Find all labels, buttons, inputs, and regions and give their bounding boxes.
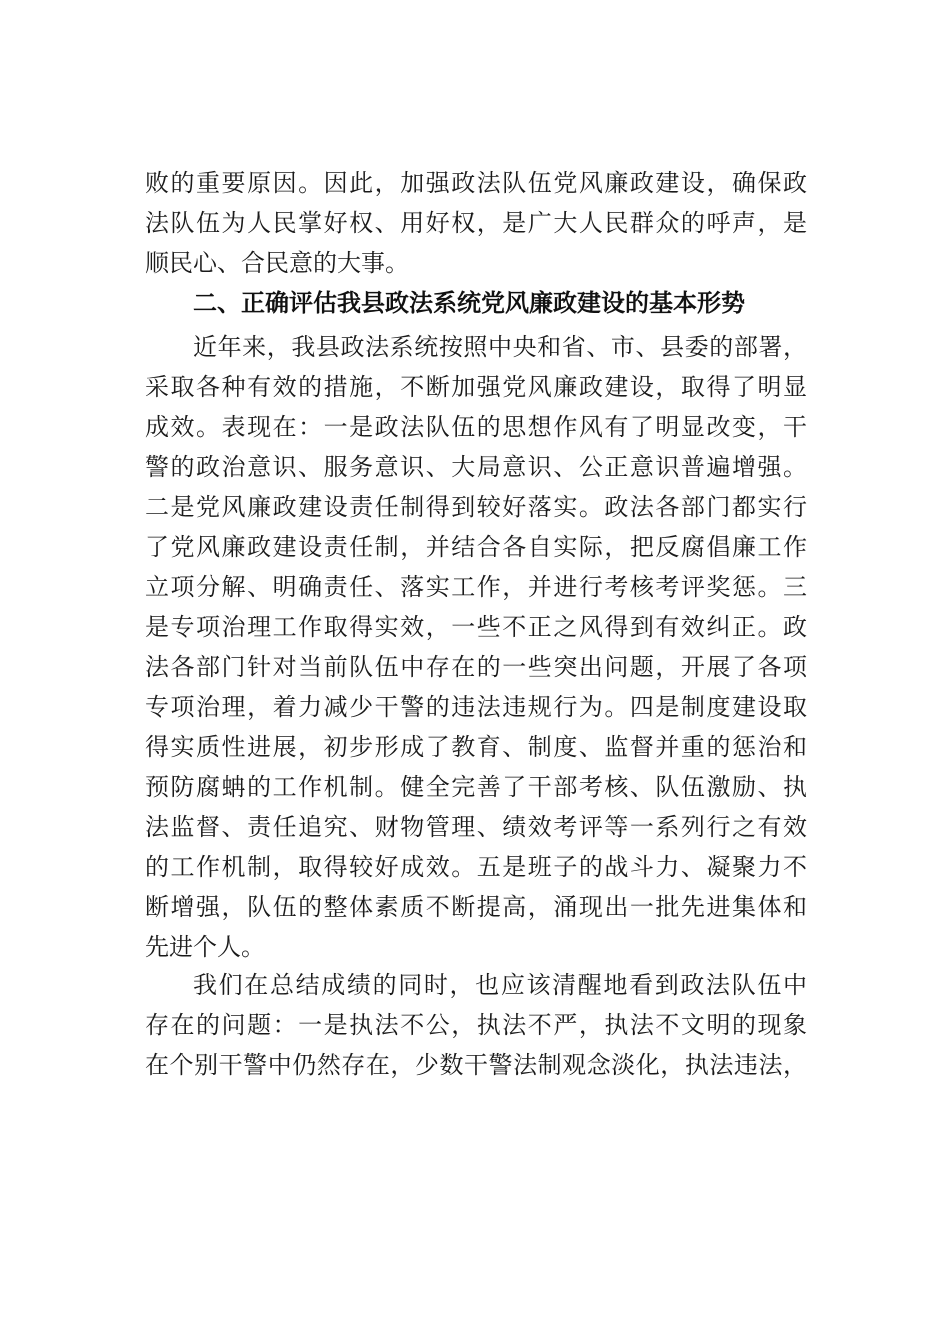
text-line: 了党风廉政建设责任制，并结合各自实际，把反腐倡廉工作 bbox=[145, 533, 807, 561]
text-line: 顺民心、合民意的大事。 bbox=[145, 249, 409, 277]
text-line: 先进个人。 bbox=[145, 933, 265, 961]
text-line: 成效。表现在：一是政法队伍的思想作风有了明显改变，干 bbox=[145, 413, 807, 441]
text-line: 警的政治意识、服务意识、大局意识、公正意识普遍增强。 bbox=[145, 453, 807, 481]
text-line: 得实质性进展，初步形成了教育、制度、监督并重的惩治和 bbox=[145, 733, 807, 761]
text-line: 我们在总结成绩的同时，也应该清醒地看到政法队伍中 bbox=[193, 971, 807, 999]
text-line: 预防腐蚺的工作机制。健全完善了干部考核、队伍激励、执 bbox=[145, 773, 807, 801]
text-line: 存在的问题：一是执法不公，执法不严，执法不文明的现象 bbox=[145, 1011, 807, 1039]
text-line: 败的重要原因。因此，加强政法队伍党风廉政建设，确保政 bbox=[145, 169, 807, 197]
text-line: 采取各种有效的措施，不断加强党风廉政建设，取得了明显 bbox=[145, 373, 807, 401]
text-line: 专项治理，着力减少干警的违法违规行为。四是制度建设取 bbox=[145, 693, 807, 721]
text-line: 法监督、责任追究、财物管理、绩效考评等一系列行之有效 bbox=[145, 813, 807, 841]
text-line: 是专项治理工作取得实效，一些不正之风得到有效纠正。政 bbox=[145, 613, 807, 641]
text-line: 法各部门针对当前队伍中存在的一些突出问题，开展了各项 bbox=[145, 653, 807, 681]
text-line: 的工作机制，取得较好成效。五是班子的战斗力、凝聚力不 bbox=[145, 853, 807, 881]
text-line: 法队伍为人民掌好权、用好权，是广大人民群众的呼声，是 bbox=[145, 209, 807, 237]
section-heading: 二、正确评估我县政法系统党风廉政建设的基本形势 bbox=[193, 289, 745, 317]
text-line: 断增强，队伍的整体素质不断提高，涌现出一批先进集体和 bbox=[145, 893, 807, 921]
text-line: 立项分解、明确责任、落实工作，并进行考核考评奖惩。三 bbox=[145, 573, 807, 601]
text-line: 近年来，我县政法系统按照中央和省、市、县委的部署， bbox=[193, 333, 807, 361]
text-line: 在个别干警中仍然存在，少数干警法制观念淡化，执法违法， bbox=[145, 1051, 807, 1079]
text-line: 二是党风廉政建设责任制得到较好落实。政法各部门都实行 bbox=[145, 493, 807, 521]
